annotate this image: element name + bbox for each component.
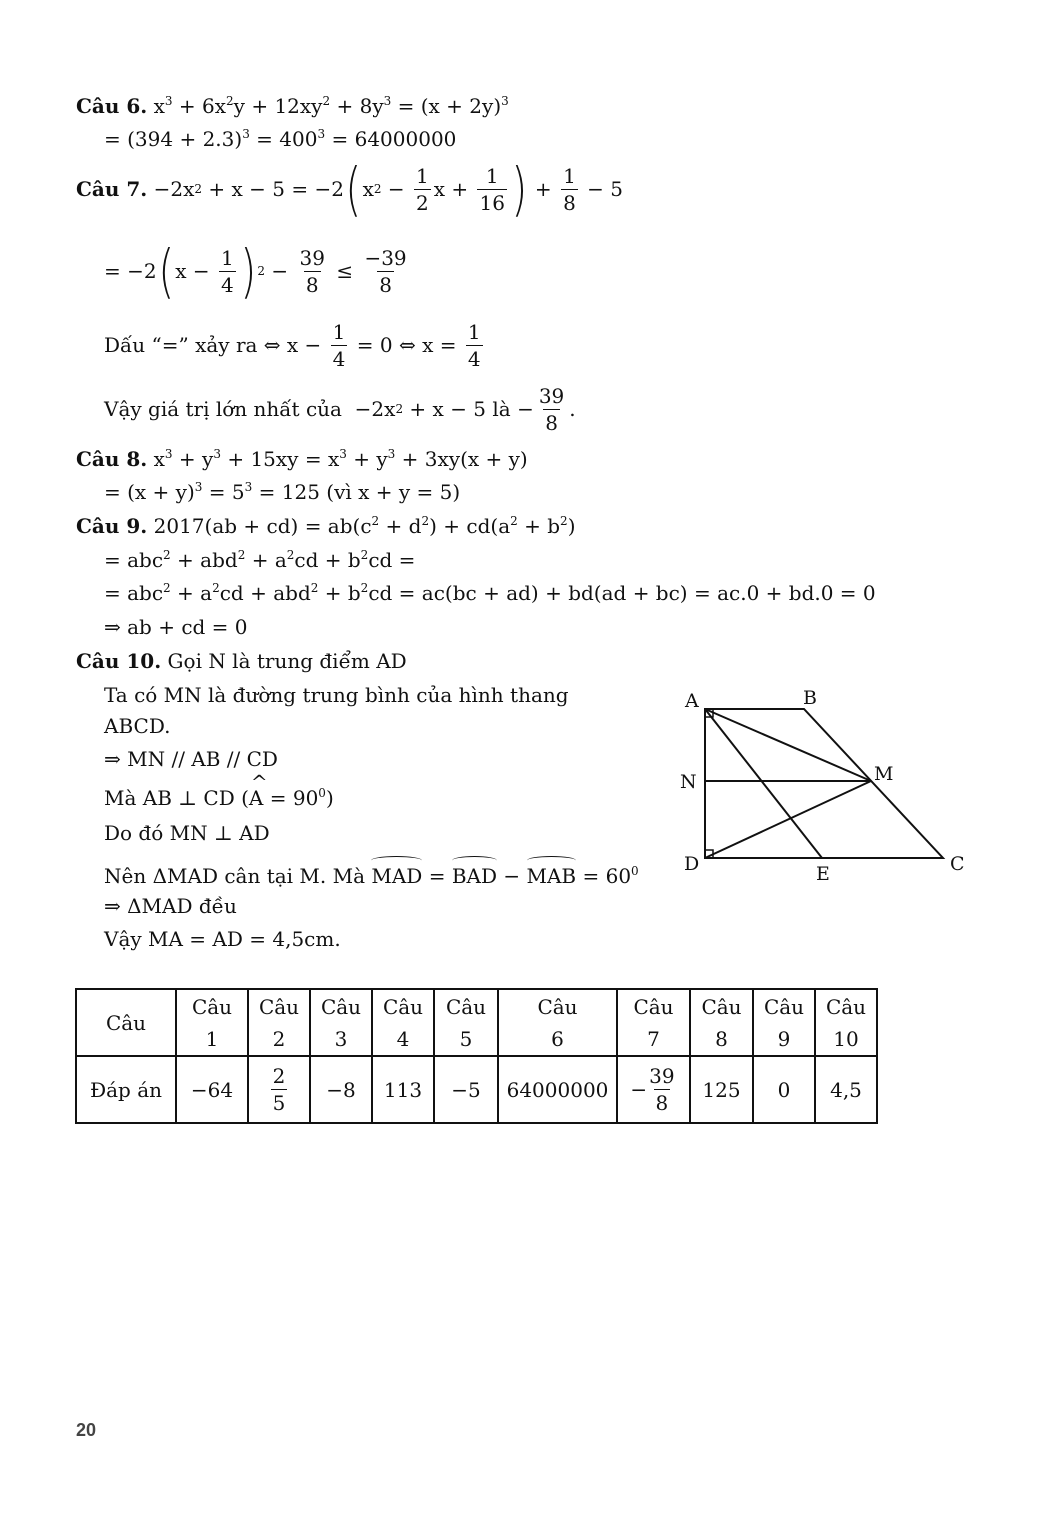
table-col-header: Câu 8 bbox=[690, 989, 753, 1056]
cau9-line4: ⇒ ab + cd = 0 bbox=[104, 615, 248, 639]
table-col-header: Câu 5 bbox=[434, 989, 498, 1056]
angle-mab: MAB bbox=[527, 858, 577, 888]
answer-cell: −5 bbox=[434, 1056, 498, 1123]
answer-cell: 64000000 bbox=[498, 1056, 617, 1123]
answer-cell: $\frac{2}{5}$ bbox=[248, 1056, 310, 1123]
cau10-line5: Do đó MN ⊥ AD bbox=[104, 821, 270, 845]
cau10-line0: Câu 10. Gọi N là trung điểm AD bbox=[76, 649, 407, 673]
fraction: $\frac{-39}{8}$ bbox=[364, 245, 407, 297]
table-col-header: Câu 4 bbox=[372, 989, 434, 1056]
table-col-header: Câu 1 bbox=[176, 989, 248, 1056]
label-n: N bbox=[680, 771, 697, 793]
table-col-header: Câu 10 bbox=[815, 989, 877, 1056]
cau10-line4: Mà AB ⊥ CD (^ $A = 90^0$) bbox=[104, 786, 334, 810]
cau7-label: Câu 7. bbox=[76, 177, 148, 201]
answer-cell: − $\frac{39}{8}$ bbox=[617, 1056, 690, 1123]
cau7-line3: Dấu “=” xảy ra ⇔ x − $\frac{1}{4}$ = 0 ⇔ x = $\frac{1}{4}$ bbox=[104, 319, 481, 371]
cau6-label: Câu 6. bbox=[76, 94, 148, 118]
cau10-label: Câu 10. bbox=[76, 649, 162, 673]
cau10-line3: ⇒ MN // AB // CD bbox=[104, 747, 278, 771]
cau10-line8: Vậy MA = AD = 4,5cm. bbox=[104, 927, 341, 951]
answer-table bbox=[75, 988, 878, 1124]
cau10-line2: ABCD. bbox=[104, 714, 171, 738]
angle-mad: MAD bbox=[371, 858, 422, 888]
fraction: $\frac{1}{4}$ bbox=[332, 319, 346, 371]
table-col-header: Câu 2 bbox=[248, 989, 310, 1056]
segment-ae bbox=[705, 709, 822, 858]
fraction: $\frac{1}{4}$ bbox=[221, 245, 234, 297]
cau7-line4: Vậy giá trị lớn nhất của −2x 2 + x − 5 là − $\frac{39}{8}$ . bbox=[104, 383, 576, 435]
cau7-line2: = −2 ( x − $\frac{1}{4}$ ) 2 − $\frac{39}{8}$ ≤ $\frac{-39}{8}$ bbox=[104, 237, 407, 305]
answer-cell: −64 bbox=[176, 1056, 248, 1123]
label-c: C bbox=[950, 853, 965, 875]
cau7-line1: Câu 7. −2x 2 + x − 5 = −2 ( x 2 − $\frac{1}{2}$ x + $\frac{1}{16}$ ) + $\frac{1}{8}$ − 5 bbox=[76, 155, 623, 223]
cau10-line7: ⇒ ΔMAD đều bbox=[104, 894, 237, 918]
cau8-line1: Câu 8. $x^3 + y^3 + 15xy = x^3 + y^3 + 3xy(x + y)$ bbox=[76, 447, 528, 471]
fraction: $\frac{1}{8}$ bbox=[563, 163, 576, 215]
cau10-line6: Nên ΔMAD cân tại M. Mà MAD = BAD − MAB = $60^0$ bbox=[104, 858, 639, 888]
angle-a: ^ A bbox=[249, 786, 263, 810]
label-d: D bbox=[684, 853, 700, 875]
table-col-header: Câu 7 bbox=[617, 989, 690, 1056]
page-number: 20 bbox=[76, 1420, 97, 1440]
trapezoid-abcd bbox=[705, 709, 943, 858]
fraction: $\frac{1}{4}$ bbox=[467, 319, 481, 371]
label-b: B bbox=[803, 687, 817, 709]
fraction: $\frac{39}{8}$ bbox=[538, 383, 565, 435]
label-e: E bbox=[816, 863, 830, 885]
cau10-line1: Ta có MN là đường trung bình của hình thang bbox=[104, 683, 569, 707]
cau9-line2: = $abc^2 + abd^2 + a^2cd + b^2cd$ = bbox=[104, 548, 416, 572]
table-header-label: Câu bbox=[76, 989, 176, 1056]
cau9-line3: = $abc^2 + a^2cd + abd^2 + b^2cd = ac(bc + ad) + bd(ad + bc) = ac.0 + bd.0 = 0$ bbox=[104, 581, 876, 605]
cau9-label: Câu 9. bbox=[76, 514, 148, 538]
fraction: $\frac{39}{8}$ bbox=[299, 245, 325, 297]
segment-dm bbox=[705, 781, 871, 858]
cau9-line1: Câu 9. $2017(ab + cd) = ab(c^2 + d^2) + cd(a^2 + b^2)$ bbox=[76, 514, 576, 538]
table-row-label: Đáp án bbox=[76, 1056, 176, 1123]
fraction: $\frac{1}{16}$ bbox=[479, 163, 505, 215]
answer-cell: 113 bbox=[372, 1056, 434, 1123]
label-a: A bbox=[685, 690, 699, 712]
table-answer-row bbox=[76, 1056, 877, 1123]
table-col-header: Câu 9 bbox=[753, 989, 815, 1056]
table-col-header: Câu 3 bbox=[310, 989, 372, 1056]
answer-cell: 4,5 bbox=[815, 1056, 877, 1123]
fraction: $\frac{1}{2}$ bbox=[415, 163, 429, 215]
cau6-line2: = $(394 + 2.3)^3 = 400^3 = 64000000$ bbox=[104, 127, 457, 151]
label-m: M bbox=[874, 763, 894, 785]
answer-cell: −8 bbox=[310, 1056, 372, 1123]
segment-am bbox=[705, 709, 871, 781]
angle-bad: BAD bbox=[452, 858, 497, 888]
cau6-line1: Câu 6. $x^3 + 6x^2y + 12xy^2 + 8y^3 = (x + 2y)^3$ bbox=[76, 94, 509, 118]
cau8-label: Câu 8. bbox=[76, 447, 148, 471]
table-header-row bbox=[76, 989, 877, 1056]
answer-cell: 0 bbox=[753, 1056, 815, 1123]
answer-cell: 125 bbox=[690, 1056, 753, 1123]
trapezoid-figure bbox=[670, 680, 980, 890]
cau8-line2: = $(x + y)^3 = 5^3 = 125$ (vì x + y = 5) bbox=[104, 480, 461, 504]
table-col-header: Câu 6 bbox=[498, 989, 617, 1056]
